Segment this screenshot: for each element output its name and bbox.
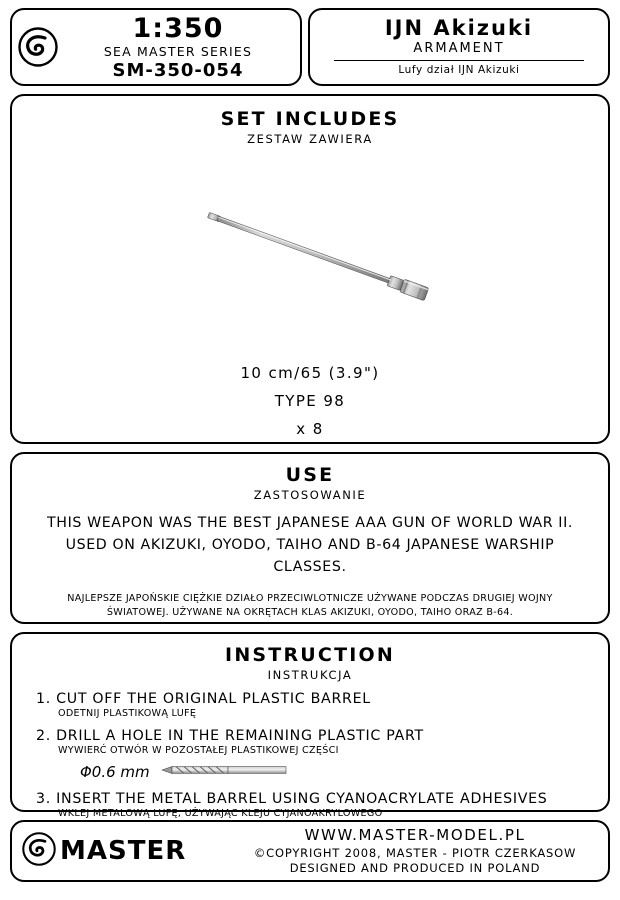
use-title: USE: [285, 464, 335, 486]
brand-wordmark: MASTER: [60, 836, 187, 866]
step-1-number: 1.: [36, 691, 51, 707]
set-includes-panel: [10, 94, 610, 444]
copyright-text: ©COPYRIGHT 2008, MASTER - PIOTR CZERKASOW: [253, 845, 577, 860]
step-2-text-pl: WYWIERĆ OTWÓR W POZOSTAŁEJ PLASTIKOWEJ CZĘŚCI: [58, 745, 339, 756]
master-spiral-logo-icon: [18, 27, 58, 67]
step-2-number: 2.: [36, 728, 51, 744]
step-3-number: 3.: [36, 791, 51, 807]
series-text: SEA MASTER SERIES: [103, 44, 253, 59]
drill-bit-illustration: [160, 762, 290, 782]
instruction-step-2: [28, 728, 592, 756]
header-right-panel: [308, 8, 610, 86]
set-includes-subtitle: ZESTAW ZAWIERA: [247, 132, 373, 146]
footer-brand: [22, 832, 232, 870]
master-spiral-logo-icon: [22, 832, 56, 870]
use-panel: [10, 452, 610, 624]
header: [10, 8, 610, 86]
product-name: IJN Akizuki: [384, 16, 534, 40]
gun-barrel-illustration: [12, 158, 608, 358]
use-subtitle: ZASTOSOWANIE: [253, 488, 367, 502]
step-3-text-pl: WKLEJ METALOWĄ LUFĘ, UŻYWAJĄC KLEJU CYJANOAKRYLOWEGO: [58, 808, 383, 819]
instruction-step-3: [28, 791, 592, 819]
header-divider: [334, 60, 584, 61]
product-subtitle: ARMAMENT: [413, 41, 505, 56]
instruction-title: INSTRUCTION: [225, 644, 395, 666]
product-name-pl: Lufy dział IJN Akizuki: [398, 64, 520, 76]
set-includes-title: SET INCLUDES: [220, 108, 400, 130]
step-1-text-pl: ODETNIJ PLASTIKOWĄ LUFĘ: [58, 708, 197, 719]
part-caption: 10 cm/65 (3.9"): [240, 364, 380, 382]
drill-diameter-label: Φ0.6 mm: [80, 763, 150, 781]
drill-spec-row: [28, 762, 592, 782]
header-left-panel: [10, 8, 302, 86]
sku-text: SM-350-054: [112, 60, 244, 81]
use-text-pl: NAJLEPSZE JAPOŃSKIE CIĘŻKIE DZIAŁO PRZECIWLOTNICZE UŻYWANE PODCZAS DRUGIEJ WOJNY ŚWIATOWEJ. UŻYWANE NA OKRĘTACH KLAS AKIZUKI, OYODO, TAIHO ORAZ B-64.: [67, 593, 553, 619]
instruction-subtitle: INSTRUKCJA: [267, 668, 353, 682]
part-quantity: x 8: [296, 420, 324, 438]
use-text-en: THIS WEAPON WAS THE BEST JAPANESE AAA GUN OF WORLD WAR II. USED ON AKIZUKI, OYODO, TAIHO AND B-64 JAPANESE WARSHIP CLASSES.: [47, 515, 573, 575]
scale-text: 1:350: [132, 13, 224, 44]
instruction-panel: [10, 632, 610, 819]
step-2-text-en: DRILL A HOLE IN THE REMAINING PLASTIC PART: [56, 728, 424, 744]
step-1-text-en: CUT OFF THE ORIGINAL PLASTIC BARREL: [56, 691, 371, 707]
instruction-step-1: [28, 691, 592, 719]
part-type: TYPE 98: [274, 392, 346, 410]
designed-text: DESIGNED AND PRODUCED IN POLAND: [289, 861, 541, 876]
step-3-text-en: INSERT THE METAL BARREL USING CYANOACRYLATE ADHESIVES: [56, 791, 548, 807]
website-url[interactable]: WWW.MASTER-MODEL.PL: [304, 826, 526, 845]
footer-panel: [10, 820, 610, 882]
